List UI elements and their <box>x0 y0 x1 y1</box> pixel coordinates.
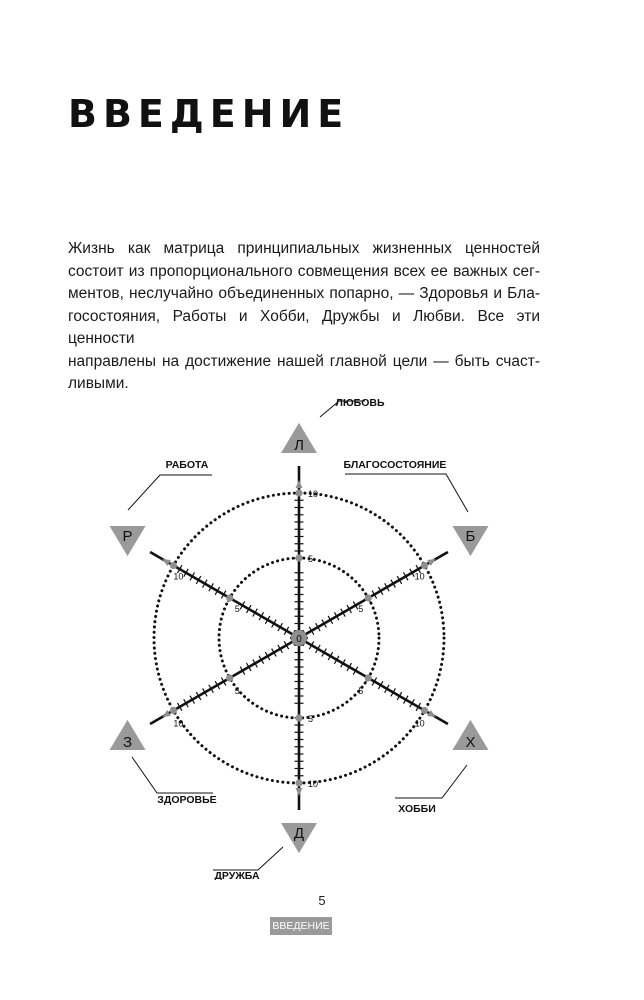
scale-marker-outer <box>170 562 177 569</box>
scale-label-mid: 5 <box>358 686 364 696</box>
paragraph-line: состоит из пропорционального совмещения всех ее важных сег- <box>68 262 540 280</box>
scale-marker-mid <box>226 674 233 681</box>
callout-line-hobby <box>395 765 467 798</box>
scale-marker-outer <box>295 779 302 786</box>
scale-marker-mid <box>226 594 233 601</box>
scale-marker-mid <box>365 674 372 681</box>
scale-marker-mid <box>295 714 302 721</box>
paragraph-line: ливыми. <box>68 375 129 392</box>
scale-marker-mid <box>365 594 372 601</box>
scale-marker-outer <box>421 707 428 714</box>
scale-label-outer: 10 <box>308 779 319 789</box>
axis-letter-love: Л <box>294 437 304 454</box>
paragraph-line: Жизнь как матрица принципиальных жизненных ценностей <box>68 240 540 257</box>
axis-label-friendship: ДРУЖБА <box>214 870 260 880</box>
scale-label-outer: 10 <box>308 489 319 499</box>
axis-label-hobby: ХОББИ <box>398 803 436 815</box>
axis-label-work: РАБОТА <box>165 459 209 471</box>
scale-label-mid: 5 <box>234 604 240 614</box>
scale-label-outer: 10 <box>173 718 184 729</box>
scale-label-outer: 10 <box>414 718 425 729</box>
scale-label-mid: 5 <box>234 686 240 696</box>
paragraph-line: направлены на достижение нашей главной цели — быть счаст- <box>68 352 540 370</box>
axis-label-health: ЗДОРОВЬЕ <box>157 794 217 806</box>
scale-label-outer: 10 <box>173 571 184 582</box>
scale-label-mid: 5 <box>308 714 314 724</box>
callout-line-work <box>128 475 212 510</box>
scale-marker-mid <box>295 554 302 561</box>
scale-label-outer: 10 <box>414 571 425 582</box>
scale-label-mid: 5 <box>308 554 314 564</box>
axis-letter-friendship: Д <box>293 825 305 842</box>
center-label: 0 <box>296 634 302 645</box>
paragraph-line: госостояния, Работы и Хобби, Дружбы и Любви. Все эти ценности <box>68 307 540 347</box>
values-wheel-diagram <box>0 380 644 880</box>
callout-line-wealth <box>345 474 468 512</box>
axis-arrowhead <box>296 788 303 796</box>
callout-line-health <box>132 757 213 793</box>
section-footer-label: ВВЕДЕНИЕ <box>270 917 332 935</box>
scale-label-mid: 5 <box>358 604 364 614</box>
axis-letter-hobby: Х <box>465 734 476 751</box>
intro-paragraph <box>68 238 540 396</box>
center-node <box>291 630 307 646</box>
scale-marker-outer <box>421 562 428 569</box>
axis-label-wealth: БЛАГОСОСТОЯНИЕ <box>343 459 447 471</box>
axis-letter-wealth: Б <box>465 528 476 545</box>
scale-marker-outer <box>295 489 302 496</box>
axis-label-love: ЛЮБОВЬ <box>335 397 385 409</box>
page-number: 5 <box>318 893 326 908</box>
paragraph-line: ментов, неслучайно объединенных попарно, — Здоровья и Бла- <box>68 285 540 302</box>
axis-letter-health: З <box>122 734 133 751</box>
page-title: ВВЕДЕНИЕ <box>68 92 350 136</box>
scale-marker-outer <box>170 707 177 714</box>
axis-letter-work: Р <box>122 528 133 545</box>
callout-line-friendship <box>213 847 283 870</box>
axis-arrowhead <box>296 480 303 488</box>
